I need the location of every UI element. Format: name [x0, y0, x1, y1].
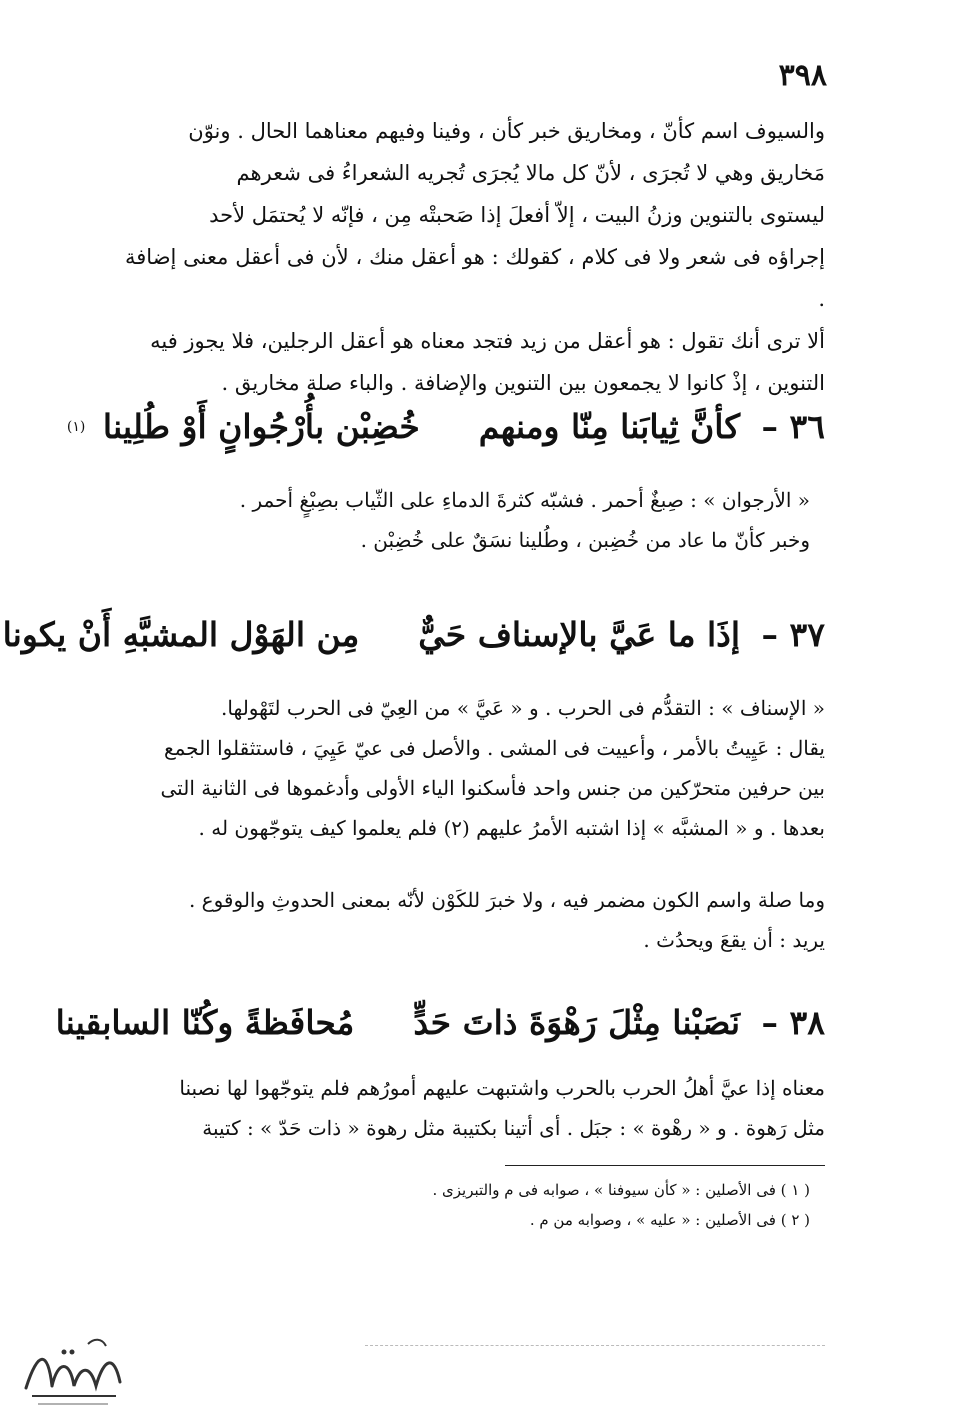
text-line: وخبر كأنّ ما عاد من خُضِبن ، وطُلينا نسَقٌ على خُضِبْن .: [360, 528, 810, 552]
text-line: إجراؤه فى شعر ولا فى كلام ، كقولك : هو أعقل منك ، لأن فى أعقل معنى إضافة .: [125, 245, 825, 311]
intro-paragraph: [125, 110, 825, 404]
verse-hemistich-first: كأنَّ ثِيابَنا مِنّا ومنهم: [478, 407, 741, 446]
text-line: بعدها . و « المشبَّه » إذا اشتبه الأمرُ عليهم (٢) فلم يعلموا كيف يتوجّهون له .: [198, 816, 825, 840]
text-line: ليستوى بالتنوين وزنُ البيت ، إلاّ أفعلَ إذا صَحبتْه مِن ، فإنّه لا يُحتمَل لأحد: [209, 203, 825, 227]
verse-hemistich-first: نَصَبْنا مِثْلَ رَهْوَةَ ذاتَ حَدٍّ: [413, 1003, 741, 1042]
verse-hemistich-first: إذَا ما عَيَّ بالإسناف حَيٌّ: [418, 615, 741, 654]
text-line: وما صلة واسم الكون مضمر فيه ، ولا خبرَ للكَوْن لأنّه بمعنى الحدوثِ والوقوع .: [188, 888, 825, 912]
text-line: معناه إذا عيَّ أهلُ الحرب بالحرب واشتبهت عليهم أمورُهم فلم يتوجّهوا لها نصبنا: [179, 1076, 825, 1100]
text-line: « الإسناف » : التقدُّم فى الحرب . و « عَيَّ » من العِيّ فى الحرب لتَهْولها.: [221, 696, 825, 720]
footnotes: [210, 1175, 810, 1235]
footnote: ( ١ ) فى الأصلين : « كأن سيوفنا » ، صوابه فى م والتبريزى .: [432, 1181, 810, 1199]
verse-37: [2, 610, 825, 660]
commentary-38: [125, 1068, 825, 1148]
text-line: مَخاريق وهي لا تُجرَى ، لأنّ كل مالا يُجرَى تُجريه الشعراءُ فى شعرهم: [236, 161, 825, 185]
verse-number: ٣٧ –: [761, 615, 825, 654]
bottom-divider: [365, 1345, 825, 1346]
verse-36: [66, 402, 825, 452]
text-line: مثل رَهوة . و « رهْوة » : جبَل . أى أتينا بكتيبة مثل رهوة « ذات حَدّ » : كتيبة: [202, 1116, 825, 1140]
verse-hemistich-second: مِن الهَوْل المشبَّهِ أَنْ يكونا: [2, 615, 360, 654]
commentary-36: [130, 480, 810, 560]
verse-hemistich-second: خُضِبْن بأُرْجُوانٍ أَوْ طُلِينا: [102, 407, 420, 446]
commentary-37: [125, 688, 825, 848]
verse-hemistich-second: مُحافَظةً وكُنّا السابقينا: [55, 1003, 355, 1042]
text-line: ألا ترى أنك تقول : هو أعقل من زيد فتجد معناه هو أعقل الرجلين، فلا يجوز فيه: [150, 329, 825, 353]
text-line: « الأرجوان » : صِبغٌ أحمر . فشبّه كثرةَ الدماءِ على الثّياب بصِبْغٍ أحمر .: [239, 488, 810, 512]
text-line: التنوين ، إذْ كانوا لا يجمعون بين التنوين والإضافة . والباء صلة مخاريق .: [221, 371, 825, 395]
text-line: بين حرفين متحرّكين من جنس واحد فأسكنوا الياء الأولى وأدغموها فى الثانية التى: [160, 776, 825, 800]
verse-number: ٣٨ –: [761, 1003, 825, 1042]
text-line: يقال : عَيِيتُ بالأمر ، وأعييت فى المشى . والأصل فى عيّ عَيِيَ ، فاستثقلوا الجمع: [163, 736, 825, 760]
text-line: يريد : أن يقعَ ويحدُث .: [643, 928, 825, 952]
calligraphy-stamp-logo: [18, 1330, 128, 1410]
verse-38: [55, 998, 825, 1048]
footnote-mark: (١): [66, 419, 86, 435]
text-line: والسيوف اسم كأنّ ، ومخاريق خبر كأن ، وفينا وفيهم معناهما الحال . ونوّن: [188, 119, 825, 143]
commentary-37-continued: [125, 880, 825, 960]
page-number: ٣٩٨: [778, 58, 827, 93]
footnote-divider: [505, 1165, 825, 1166]
verse-number: ٣٦ –: [761, 407, 825, 446]
footnote: ( ٢ ) فى الأصلين : « عليه » ، وصوابه من م .: [529, 1211, 810, 1229]
